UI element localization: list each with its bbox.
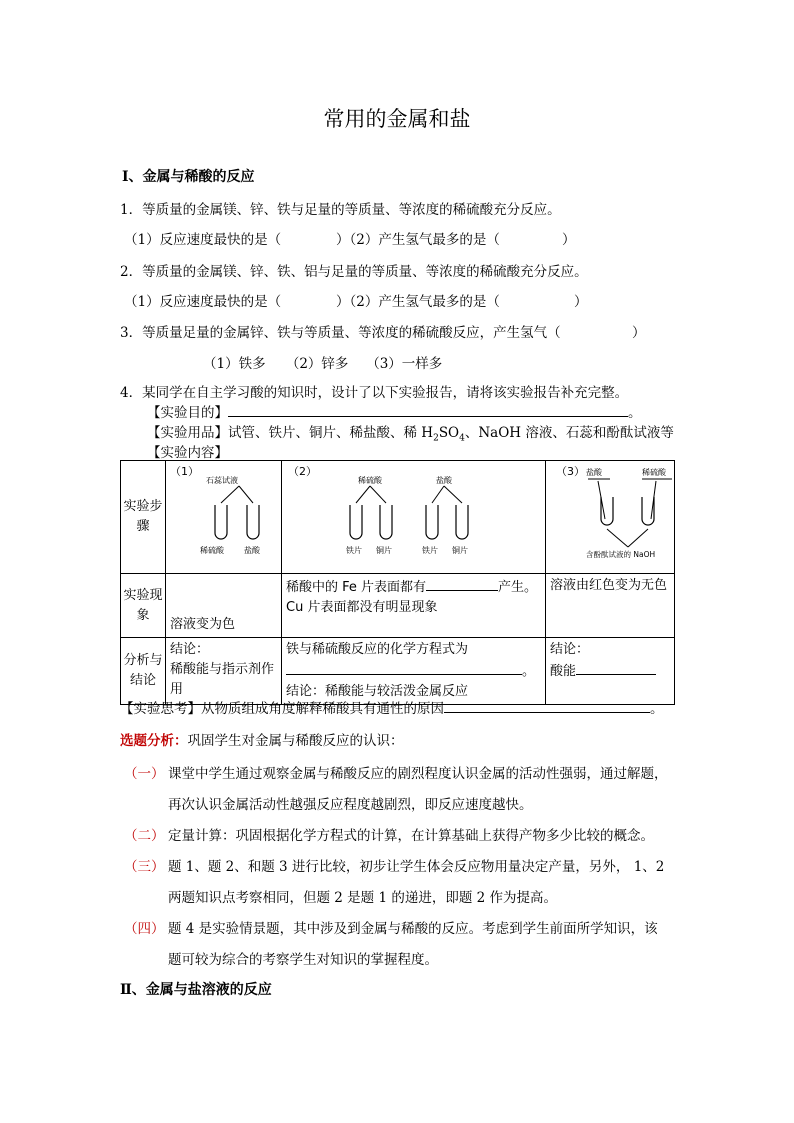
- obs2-blank[interactable]: [426, 576, 498, 591]
- analysis-item-2-num: （二）: [124, 828, 165, 844]
- acid-label-sulfuric: 稀硫酸: [642, 468, 666, 477]
- row-header-steps: 实验步骤: [121, 461, 166, 574]
- materials-text-c: 、NaOH 溶液、石蕊和酚酞试液等: [464, 425, 674, 441]
- analysis-item-2-line1: 定量计算：巩固根据化学方程式的计算，在计算基础上获得产物多少比较的概念。: [168, 828, 654, 844]
- acid-label-hydrochloric: 盐酸: [436, 476, 452, 485]
- test-tube-icon: [247, 505, 259, 539]
- experiment-thinking: 【实验思考】从物质组成角度解释稀酸具有通性的原因 。: [120, 697, 664, 717]
- analysis-item-1-num: （一）: [124, 766, 165, 782]
- observation-3: 溶液由红色变为无色: [546, 574, 675, 638]
- arrow-line: [628, 529, 648, 547]
- arrow-line: [607, 529, 628, 547]
- arrow-line: [370, 486, 386, 503]
- experiment-purpose: [147, 401, 642, 421]
- tube-label: 铁片: [346, 546, 362, 555]
- observation-2: 稀酸中的 Fe 片表面都有 产生。 Cu 片表面都没有明显现象: [282, 574, 546, 638]
- analysis-intro: 巩固学生对金属与稀酸反应的认识：: [187, 733, 404, 749]
- test-tube-icon: [380, 505, 392, 539]
- question-2-close: ）: [574, 294, 588, 310]
- question-4-text: 4．某同学在自主学习酸的知识时，设计了以下实验报告，请将该实验报告补充完整。: [120, 385, 629, 401]
- analysis-item-1-line1: 课堂中学生通过观察金属与稀酸反应的剧烈程度认识金属的活动性强弱，通过解题，: [168, 766, 668, 782]
- thinking-label: 【实验思考】: [120, 701, 201, 717]
- analysis-label: 选题分析：: [120, 733, 188, 749]
- test-tube-icon: [426, 505, 438, 539]
- tube-label: 铜片: [452, 546, 468, 555]
- tube-label-dilute-sulfuric: 稀硫酸: [200, 546, 224, 555]
- section-1-heading: Ⅰ、金属与稀酸的反应: [122, 169, 255, 185]
- analysis-item-3-num: （三）: [124, 859, 165, 875]
- question-2-sub2: ）（2）产生氢气最多的是（: [336, 294, 500, 310]
- analysis-item-4-line1: 题 4 是实验情景题，其中涉及到金属与稀酸的反应。考虑到学生前面所学知识，该: [168, 921, 658, 937]
- experiment-purpose-label: 【实验目的】: [147, 405, 228, 421]
- materials-sub-2: 4: [459, 433, 465, 444]
- acid-label-sulfuric: 稀硫酸: [358, 476, 382, 485]
- step-number-1: （1）: [170, 465, 199, 478]
- table-row: [121, 638, 675, 705]
- arrow-line: [444, 486, 462, 503]
- question-1-sub1: （1）反应速度最快的是（: [124, 232, 282, 248]
- step-number-3: （3）: [556, 465, 585, 478]
- step-number-2: （2）: [288, 465, 317, 478]
- acid-ability-blank[interactable]: [576, 660, 656, 675]
- table-row: [121, 574, 675, 638]
- arrow-right: [239, 486, 253, 503]
- test-tube-icon: [456, 505, 468, 539]
- question-2-sub1: （1）反应速度最快的是（: [124, 294, 282, 310]
- analysis-item-4-num: （四）: [124, 921, 165, 937]
- observation-1: 溶液变为色: [166, 574, 282, 638]
- question-1-sub2: ）（2）产生氢气最多的是（: [336, 232, 500, 248]
- question-1-close: ）: [562, 232, 576, 248]
- experiment-table: [120, 460, 675, 705]
- materials-text-a: 试管、铁片、铜片、稀盐酸、稀 H: [228, 425, 434, 441]
- diagram-2: [282, 461, 546, 566]
- arrow-line: [432, 486, 444, 503]
- question-3-text: 3．等质量足量的金属锌、铁与等质量、等浓度的稀硫酸反应，产生氢气（: [120, 325, 561, 341]
- thinking-blank[interactable]: [444, 698, 650, 713]
- question-3-options: （1）铁多 （2）锌多 （3）一样多: [203, 356, 443, 372]
- experiment-materials-label: 【实验用品】: [147, 425, 228, 441]
- analysis-item-3-line2: 两题知识点考察相同，但题 2 是题 1 的递进，即题 2 作为提高。: [168, 890, 558, 906]
- test-tube-icon: [215, 505, 227, 539]
- experiment-content-label: 【实验内容】: [147, 445, 228, 461]
- question-1-text: 1．等质量的金属镁、锌、铁与足量的等质量、等浓度的稀硫酸充分反应。: [120, 202, 561, 218]
- conclusion-2: 铁与稀硫酸反应的化学方程式为 。 结论：稀酸能与较活泼金属反应: [282, 638, 546, 705]
- conclusion-1: 结论： 稀酸能与指示剂作用: [166, 638, 282, 705]
- section-2-heading: Ⅱ、金属与盐溶液的反应: [120, 982, 272, 998]
- analysis-item-4-line2: 题可较为综合的考察学生对知识的掌握程度。: [168, 952, 438, 968]
- naoh-phenolphthalein-label: 含酚酞试液的 NaOH: [586, 550, 656, 559]
- materials-sub-1: 2: [433, 433, 439, 444]
- table-row: [121, 461, 675, 574]
- conclusion-3: 结论： 酸能: [546, 638, 675, 705]
- question-2-text: 2．等质量的金属镁、锌、铁、铝与足量的等质量、等浓度的稀硫酸充分反应。: [120, 264, 588, 280]
- purpose-period: 。: [628, 405, 642, 421]
- diagram-3: [546, 461, 675, 566]
- tube-label: 铜片: [376, 546, 392, 555]
- steps-cell-2: [282, 461, 546, 574]
- row-header-observations: 实验现象: [121, 574, 166, 638]
- tube-label: 铁片: [422, 546, 438, 555]
- tube-label-hydrochloric: 盐酸: [244, 546, 260, 555]
- analysis-item-1-line2: 再次认识金属活动性越强反应程度越剧烈，即反应速度越快。: [168, 797, 533, 813]
- row-header-analysis: 分析与结论: [121, 638, 166, 705]
- equation-blank[interactable]: [286, 660, 522, 675]
- test-tube-icon: [601, 497, 613, 525]
- test-tube-icon: [350, 505, 362, 539]
- question-3-close: ）: [632, 325, 646, 341]
- acid-label-hydrochloric: 盐酸: [586, 468, 602, 477]
- arrow-left: [221, 486, 239, 503]
- materials-text-b: SO: [438, 425, 460, 441]
- analysis-item-3-line1: 题 1、题 2、和题 3 进行比较，初步让学生体会反应物用量决定产量，另外， 1、2: [168, 859, 665, 875]
- page-title: 常用的金属和盐: [323, 107, 471, 131]
- arrow-line: [356, 486, 370, 503]
- thinking-text: 从物质组成角度解释稀酸具有通性的原因: [201, 701, 444, 717]
- steps-cell-1: [166, 461, 282, 574]
- analysis-header: [120, 729, 404, 749]
- purpose-blank[interactable]: [228, 402, 628, 417]
- steps-cell-3: [546, 461, 675, 574]
- litmus-label: 石蕊试液: [206, 476, 238, 485]
- diagram-1: [166, 461, 282, 566]
